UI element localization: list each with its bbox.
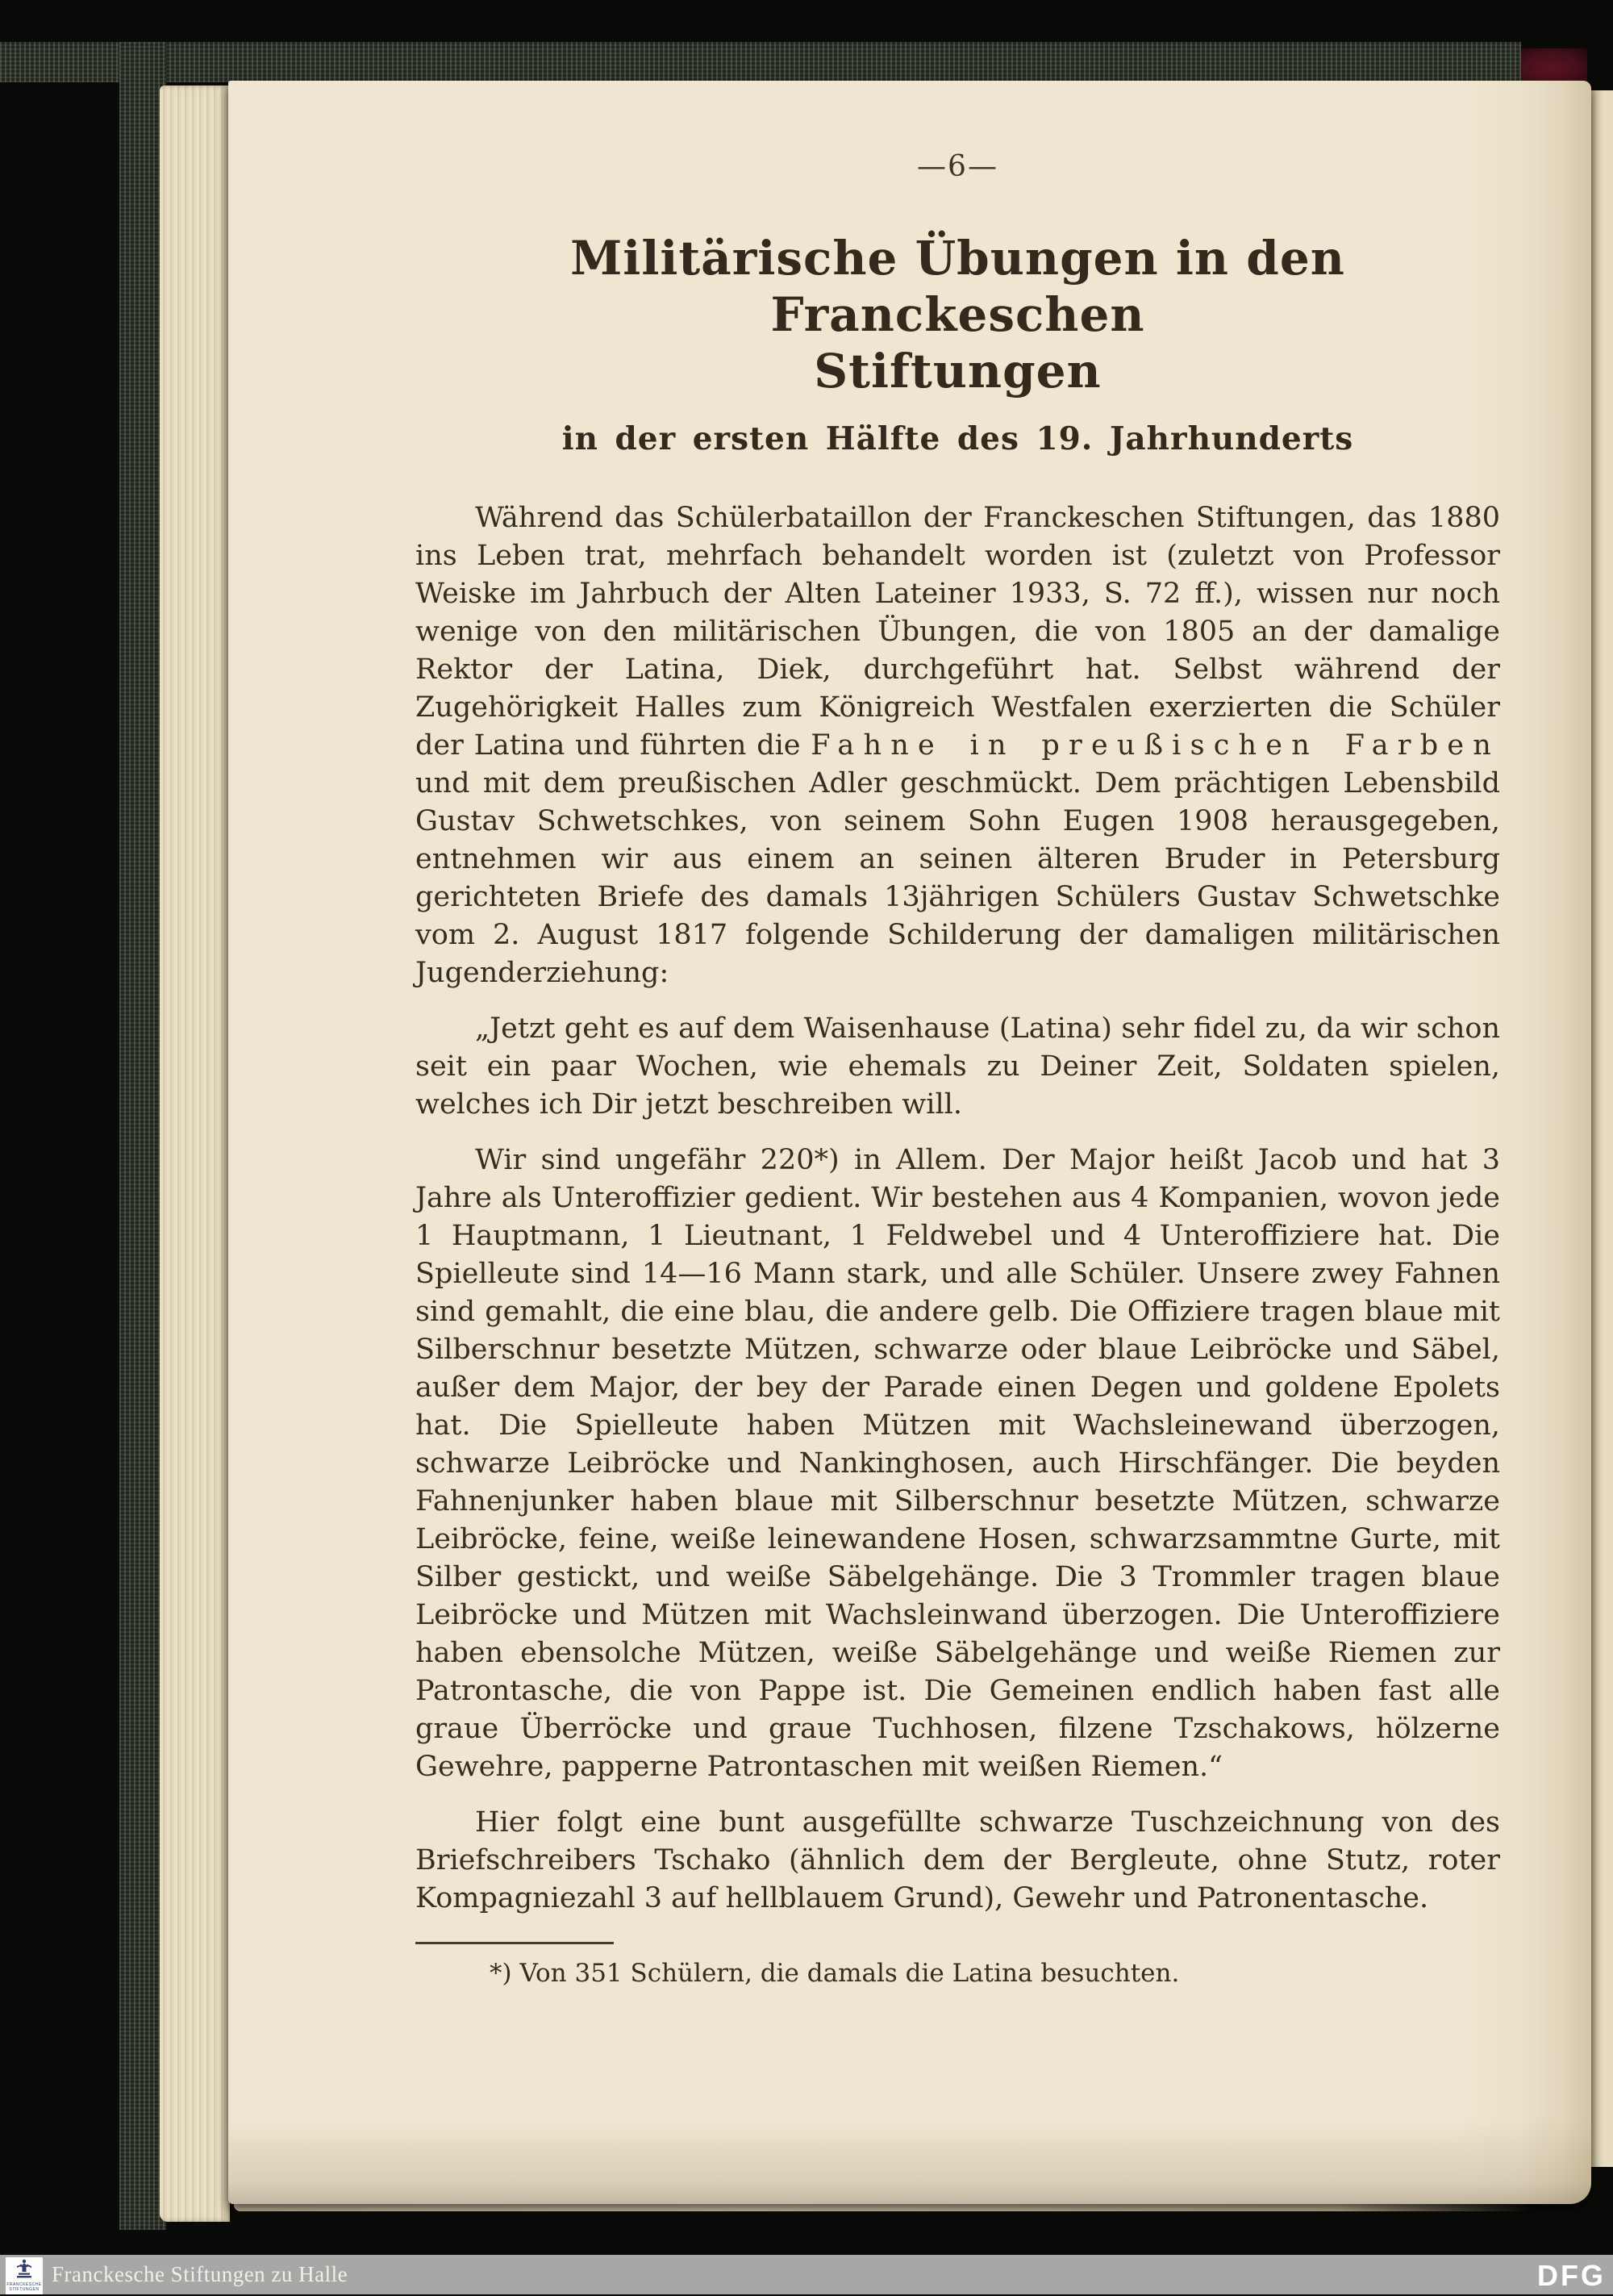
page-number-dash-right: — [967,150,998,183]
paragraph-4: Hier folgt eine bunt ausgefüllte schwarze Tuschzeichnung von des Briefschreibers Tschako (ähnlich dem der Bergleute, ohne Stutz, roter Kompagniezahl 3 auf hellblauem Grund), Gewehr und Patronentasche. [415,1806,1500,1914]
page-bottom-edge [234,2204,1532,2211]
viewer-footer-bar [0,2255,1613,2294]
page-number-value: 6 [948,150,968,183]
franckesche-stiftungen-logo [6,2257,43,2294]
paragraph-3: Wir sind ungefähr 220*) in Allem. Der Major heißt Jacob und hat 3 Jahre als Unteroffizier gedient. Wir bestehen aus 4 Kompanien, wovon jede 1 Hauptmann, 1 Lieutnant, 1 Feldwebel und 4 Unteroffiziere hat. Die Spielleute sind 14—16 Mann stark, und alle Schüler. Unsere zwey Fahnen sind gemahlt, die eine blau, die andere gelb. Die Offiziere tragen blaue mit Silberschnur besetzte Mützen, schwarze oder blaue Leibröcke und Säbel, außer dem Major, der bey der Parade einen Degen und goldene Epolets hat. Die Spielleute haben Mützen mit Wachsleinewand überzogen, schwarze Leibröcke und Nankinghosen, auch Hirschfänger. Die beyden Fahnenjunker haben blaue mit Silberschnur besetzte Mützen, schwarze Leibröcke, feine, weiße leinewandene Hosen, schwarzsammtne Gurte, mit Silber gestickt, und weiße Säbelgehänge. Die 3 Trommler tragen blaue Leibröcke und Mützen mit Wachsleinwand überzogen. Die Unteroffiziere haben ebensolche Mützen, weiße Säbelgehänge und weiße Riemen zur Patrontasche, die von Pappe ist. Die Gemeinen endlich haben fast alle graue Überröcke und graue Tuchhosen, filzene Tzschakows, hölzerne Gewehre, papperne Patrontaschen mit weißen Riemen.“ [415,1144,1500,1783]
footnote: *) Von 351 Schülern, die damals die Latina besuchten. [490,1959,1180,1988]
article-body [415,499,1500,1918]
paragraph-1-text: Während das Schülerbataillon der Franckeschen Stiftungen, das 1880 ins Leben trat, mehrfach behandelt worden ist (zuletzt von Professor Weiske im Jahrbuch der Alten Lateiner 1933, S. 72 ff.), wissen nur noch wenige von den militärischen Übungen, die von 1805 an der damalige Rektor der Latina, Diek, durchgeführt hat. Selbst während der Zugehörigkeit Halles zum Königreich Westfalen exerzierten die Schüler der Latina und führten die [415,502,1500,762]
paragraph-2: „Jetzt geht es auf dem Waisenhause (Latina) sehr fidel zu, da wir schon seit ein paar Wochen, wie ehemals zu Deiner Zeit, Soldaten spielen, welches ich Dir jetzt beschreiben will. [415,1012,1500,1121]
cover-cloth-top-band [0,42,1521,82]
logo-caption-line2: STIFTUNGEN [9,2287,40,2292]
page-number [415,150,1500,183]
article-title-line2: Stiftungen [814,344,1102,399]
dfg-logo: DFG [1537,2259,1606,2292]
page-number-dash-left: — [917,150,948,183]
logo-caption-line1: FRANCKESCHE [6,2282,42,2287]
logo-caption [6,2282,41,2292]
article-title-line1: Militärische Übungen in den Franckeschen [570,231,1345,342]
paragraph-1 [415,499,1500,992]
page-edge-stack [160,86,230,2222]
book-page [228,81,1591,2204]
paragraph-1-spaced-text: Fahne in preußischen Farben [811,729,1500,762]
footnote-separator-rule [415,1942,614,1944]
article-title [415,230,1500,399]
article-subtitle: in der ersten Hälfte des 19. Jahrhunderts [561,420,1354,457]
page-content [415,81,1500,1989]
next-page-edge [1590,90,1613,2167]
paragraph-1-text-continued: und mit dem preußischen Adler geschmückt. Dem prächtigen Lebensbild Gustav Schwetschkes, von seinem Sohn Eugen 1908 herausgegeben, entnehmen wir aus einem an seinen älteren Bruder in Petersburg gerichteten Briefe des damals 13jährigen Schülers Gustav Schwetschke vom 2. August 1817 folgende Schilderung der damaligen militärischen Jugenderziehung: [415,767,1500,989]
franckesche-emblem-icon [15,2259,33,2281]
footer-title: Franckesche Stiftungen zu Halle [52,2262,348,2286]
